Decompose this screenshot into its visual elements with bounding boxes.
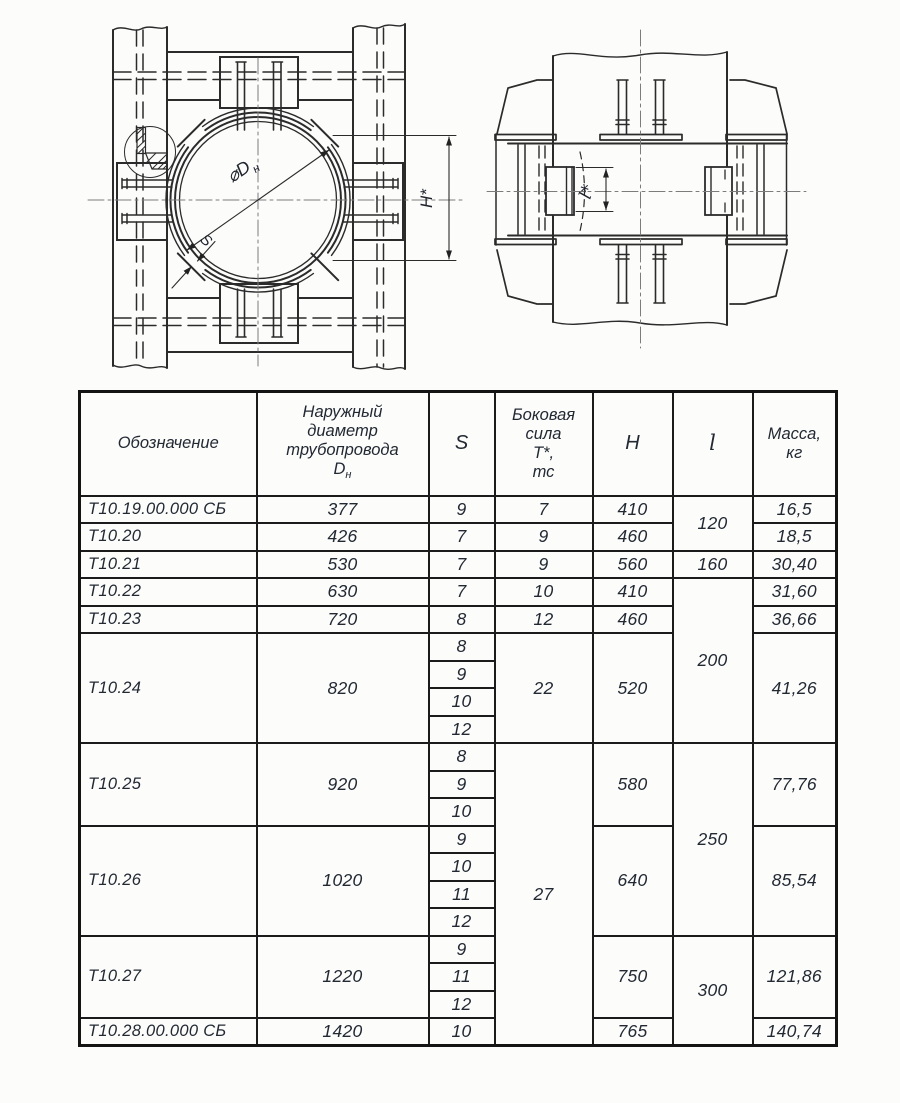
table-cell: 8 [429, 606, 495, 634]
table-cell: 16,5 [753, 496, 837, 524]
table-row [80, 936, 837, 964]
table-cell: 7 [429, 523, 495, 551]
table-cell: 377 [257, 496, 429, 524]
table-cell: 460 [593, 523, 673, 551]
table-cell: 1220 [257, 936, 429, 1019]
table-cell: 7 [495, 496, 593, 524]
table-cell: 720 [257, 606, 429, 634]
table-cell: 12 [495, 606, 593, 634]
col-header-designation [80, 392, 257, 496]
table-cell: 27 [495, 743, 593, 1046]
designation-header-label: Обозначение [117, 434, 219, 453]
svg-text:l*: l* [575, 182, 600, 202]
table-cell: 200 [673, 578, 753, 743]
table-cell: 920 [257, 743, 429, 826]
table-cell: 8 [429, 633, 495, 661]
table-cell: Т10.26 [80, 826, 257, 936]
table-cell: 160 [673, 551, 753, 579]
table-cell: 426 [257, 523, 429, 551]
table-cell: 7 [429, 551, 495, 579]
table-cell: 9 [429, 936, 495, 964]
table-cell: 30,40 [753, 551, 837, 579]
table-cell: 250 [673, 743, 753, 936]
table-row [80, 578, 837, 606]
table-cell: 410 [593, 578, 673, 606]
table-cell: 12 [429, 991, 495, 1019]
table-cell: 11 [429, 963, 495, 991]
svg-text:S: S [196, 230, 216, 251]
table-cell: Т10.25 [80, 743, 257, 826]
side-view-drawing [487, 30, 806, 348]
table-cell: 120 [673, 496, 753, 551]
table-cell: Т10.24 [80, 633, 257, 743]
table-cell: 640 [593, 826, 673, 936]
specification-table [78, 390, 838, 1047]
table-cell: 8 [429, 743, 495, 771]
table-cell: 41,26 [753, 633, 837, 743]
table-cell: 9 [495, 523, 593, 551]
table-cell: 9 [429, 771, 495, 799]
table-row [80, 496, 837, 524]
table-cell: Т10.21 [80, 551, 257, 579]
front-view-drawing [88, 24, 462, 369]
table-cell: Т10.19.00.000 СБ [80, 496, 257, 524]
table-cell: 9 [429, 826, 495, 854]
table-cell: 12 [429, 908, 495, 936]
table-cell: 22 [495, 633, 593, 743]
table-row [80, 743, 837, 771]
table-cell: 10 [429, 1018, 495, 1046]
table-header-row [80, 392, 837, 496]
col-header-s: S [429, 392, 495, 496]
table-cell: 10 [429, 853, 495, 881]
table-cell: 140,74 [753, 1018, 837, 1046]
col-header-l: l [673, 392, 753, 496]
table-cell: 750 [593, 936, 673, 1019]
table-cell: 12 [429, 716, 495, 744]
table-cell: 1020 [257, 826, 429, 936]
table-cell: Т10.22 [80, 578, 257, 606]
table-cell: 121,86 [753, 936, 837, 1019]
table-row [80, 551, 837, 579]
table-cell: 31,60 [753, 578, 837, 606]
table-cell: 11 [429, 881, 495, 909]
table-cell: 765 [593, 1018, 673, 1046]
table-cell: 18,5 [753, 523, 837, 551]
table-cell: 580 [593, 743, 673, 826]
table-cell: 9 [429, 496, 495, 524]
table-cell: 7 [429, 578, 495, 606]
svg-text:н: н [250, 162, 263, 176]
col-header-diameter: Наружный диаметр трубопровода $D_н$ [257, 392, 429, 496]
table-cell: Т10.27 [80, 936, 257, 1019]
table-cell: 410 [593, 496, 673, 524]
table-cell: Т10.28.00.000 СБ [80, 1018, 257, 1046]
table-cell: Т10.23 [80, 606, 257, 634]
col-header-force: Боковая сила Т*, тс [495, 392, 593, 496]
col-header-mass: Масса, кг [753, 392, 837, 496]
table-cell: 300 [673, 936, 753, 1046]
table-cell: 460 [593, 606, 673, 634]
table-cell: 9 [429, 661, 495, 689]
length-dimension-label [576, 182, 599, 202]
table-cell: 85,54 [753, 826, 837, 936]
wall-thickness-label [197, 231, 216, 250]
table-cell: 820 [257, 633, 429, 743]
table-cell: 36,66 [753, 606, 837, 634]
table-cell: 630 [257, 578, 429, 606]
diameter-dimension-label [223, 152, 263, 190]
table-cell: 10 [429, 798, 495, 826]
table-cell: 10 [495, 578, 593, 606]
technical-drawing [0, 0, 900, 385]
height-dimension-label [417, 188, 436, 208]
table-cell: 1420 [257, 1018, 429, 1046]
col-header-h: Н [593, 392, 673, 496]
table-cell: 77,76 [753, 743, 837, 826]
svg-text:⌀D: ⌀D [223, 156, 255, 187]
table-cell: 520 [593, 633, 673, 743]
table-cell: 9 [495, 551, 593, 579]
table-cell: 560 [593, 551, 673, 579]
table-cell: 10 [429, 688, 495, 716]
table-cell: 530 [257, 551, 429, 579]
spec-table-body [80, 496, 837, 1046]
svg-text:H*: H* [417, 189, 436, 208]
table-cell: Т10.20 [80, 523, 257, 551]
